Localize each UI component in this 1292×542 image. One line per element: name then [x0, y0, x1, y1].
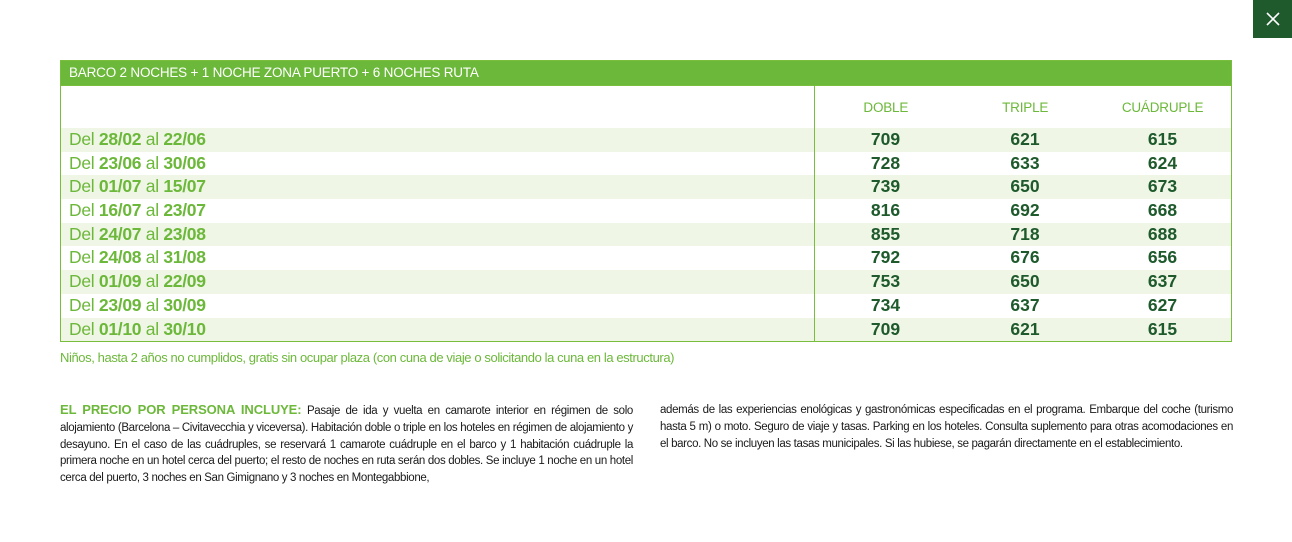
date-to: 30/09 — [163, 294, 206, 315]
close-icon — [1266, 12, 1280, 26]
price-cuadruple: 668 — [1147, 200, 1178, 221]
price-triple: 718 — [1010, 223, 1040, 244]
price-doble: 734 — [870, 294, 901, 315]
price-includes — [60, 402, 1233, 487]
close-button[interactable] — [1253, 0, 1292, 38]
row-date-range — [61, 175, 815, 199]
connector-to: al — [145, 129, 159, 149]
table-row — [61, 199, 1231, 223]
table-title: BARCO 2 NOCHES + 1 NOCHE ZONA PUERTO + 6 NOCHES RUTA — [61, 61, 1231, 85]
row-date-range — [61, 270, 815, 294]
price-doble: 753 — [870, 271, 901, 292]
price-triple: 650 — [1010, 271, 1040, 292]
date-from: 01/10 — [98, 318, 142, 339]
connector-to: al — [145, 223, 159, 244]
date-to: 30/06 — [163, 152, 206, 173]
price-triple: 650 — [1010, 176, 1040, 197]
connector-from: Del — [69, 223, 95, 244]
connector-to: al — [145, 200, 159, 221]
date-from: 24/08 — [98, 247, 142, 268]
row-date-range — [61, 223, 815, 247]
date-to: 22/09 — [163, 271, 206, 292]
date-from: 01/09 — [98, 271, 142, 292]
price-cuadruple: 627 — [1147, 294, 1178, 315]
price-cuadruple: 637 — [1147, 271, 1178, 292]
price-triple: 676 — [1010, 247, 1040, 268]
table-row — [61, 223, 1231, 247]
row-date-range — [61, 152, 815, 176]
column-header-spacer — [61, 86, 815, 128]
connector-from: Del — [69, 294, 95, 315]
date-from: 23/06 — [98, 152, 142, 173]
table-row — [61, 318, 1231, 342]
price-cuadruple: 673 — [1147, 176, 1178, 197]
price-cuadruple: 615 — [1147, 129, 1178, 149]
table-row — [61, 175, 1231, 199]
price-triple: 621 — [1010, 318, 1040, 339]
date-from: 01/07 — [98, 176, 142, 197]
date-from: 16/07 — [98, 200, 142, 221]
connector-from: Del — [69, 200, 95, 221]
price-triple: 633 — [1010, 152, 1040, 173]
connector-from: Del — [69, 247, 95, 268]
row-date-range — [61, 199, 815, 223]
children-note: Niños, hasta 2 años no cumplidos, gratis sin ocupar plaza (con cuna de viaje o solicitando la cuna en la estructura) — [60, 350, 675, 365]
price-doble: 739 — [870, 176, 901, 197]
connector-from: Del — [69, 271, 95, 292]
price-doble: 709 — [870, 318, 901, 339]
table-row — [61, 270, 1231, 294]
connector-from: Del — [69, 152, 95, 173]
row-date-range — [61, 318, 815, 342]
includes-column-right — [660, 402, 1233, 487]
date-to: 22/06 — [163, 129, 206, 149]
column-header-doble: DOBLE — [863, 100, 909, 115]
price-doble: 728 — [870, 152, 901, 173]
row-date-range — [61, 294, 815, 318]
price-cuadruple: 624 — [1147, 152, 1178, 173]
connector-to: al — [145, 152, 159, 173]
includes-column-left — [60, 402, 633, 487]
date-to: 30/10 — [163, 318, 206, 339]
table-body — [61, 128, 1231, 341]
price-cuadruple: 656 — [1147, 247, 1178, 268]
price-table — [60, 60, 1232, 342]
connector-to: al — [145, 294, 159, 315]
includes-title: EL PRECIO POR PERSONA INCLUYE: — [60, 402, 302, 417]
price-triple: 621 — [1010, 129, 1040, 149]
table-row — [61, 128, 1231, 152]
connector-from: Del — [69, 129, 95, 149]
date-to: 23/07 — [163, 200, 206, 221]
date-to: 23/08 — [163, 223, 206, 244]
price-triple: 637 — [1010, 294, 1040, 315]
table-row — [61, 294, 1231, 318]
column-header-triple: TRIPLE — [1002, 100, 1049, 115]
date-from: 23/09 — [98, 294, 142, 315]
date-to: 31/08 — [163, 247, 206, 268]
date-to: 15/07 — [163, 176, 206, 197]
price-doble: 792 — [870, 247, 901, 268]
date-from: 24/07 — [98, 223, 142, 244]
connector-from: Del — [69, 176, 95, 197]
table-row — [61, 246, 1231, 270]
includes-text-right: además de las experiencias enológicas y gastronómicas especificadas en el programa. Embarque del coche (turismo hasta 5 m) o moto. Seguro de viaje y tasas. Parking en los hoteles. Consulta suplemento para otras acomodaciones en el barco. No se incluyen las tasas municipales. Si las hubiese, se pagarán directamente en el establecimiento. — [660, 404, 1233, 450]
row-date-range — [61, 246, 815, 270]
column-header-cuadruple: CUÁDRUPLE — [1121, 100, 1204, 115]
date-from: 28/02 — [98, 129, 142, 149]
price-doble: 709 — [870, 129, 901, 149]
connector-to: al — [145, 176, 159, 197]
price-cuadruple: 688 — [1147, 223, 1178, 244]
connector-to: al — [145, 271, 159, 292]
connector-to: al — [145, 247, 159, 268]
price-cuadruple: 615 — [1147, 318, 1178, 339]
connector-from: Del — [69, 318, 95, 339]
price-doble: 855 — [870, 223, 901, 244]
price-doble: 816 — [870, 200, 901, 221]
table-row — [61, 152, 1231, 176]
connector-to: al — [145, 318, 159, 339]
column-header-row — [61, 85, 1231, 128]
price-triple: 692 — [1010, 200, 1040, 221]
includes-text-left: Pasaje de ida y vuelta en camarote interior en régimen de solo alojamiento (Barcelona – Civitavecchia y viceversa). Habitación doble o triple en los hoteles en régimen de alojamiento y desayuno. En el caso de las cuádruples, se reservará 1 camarote cuádruple en el barco y 1 habitación cuádruple la primera noche en un hotel cerca del puerto; el resto de noches en ruta serán dos dobles. Se incluye 1 noche en un hotel cerca del puerto, 3 noches en San Gimignano y 3 noches en Montegabbione, — [60, 405, 633, 485]
row-date-range — [61, 128, 815, 152]
